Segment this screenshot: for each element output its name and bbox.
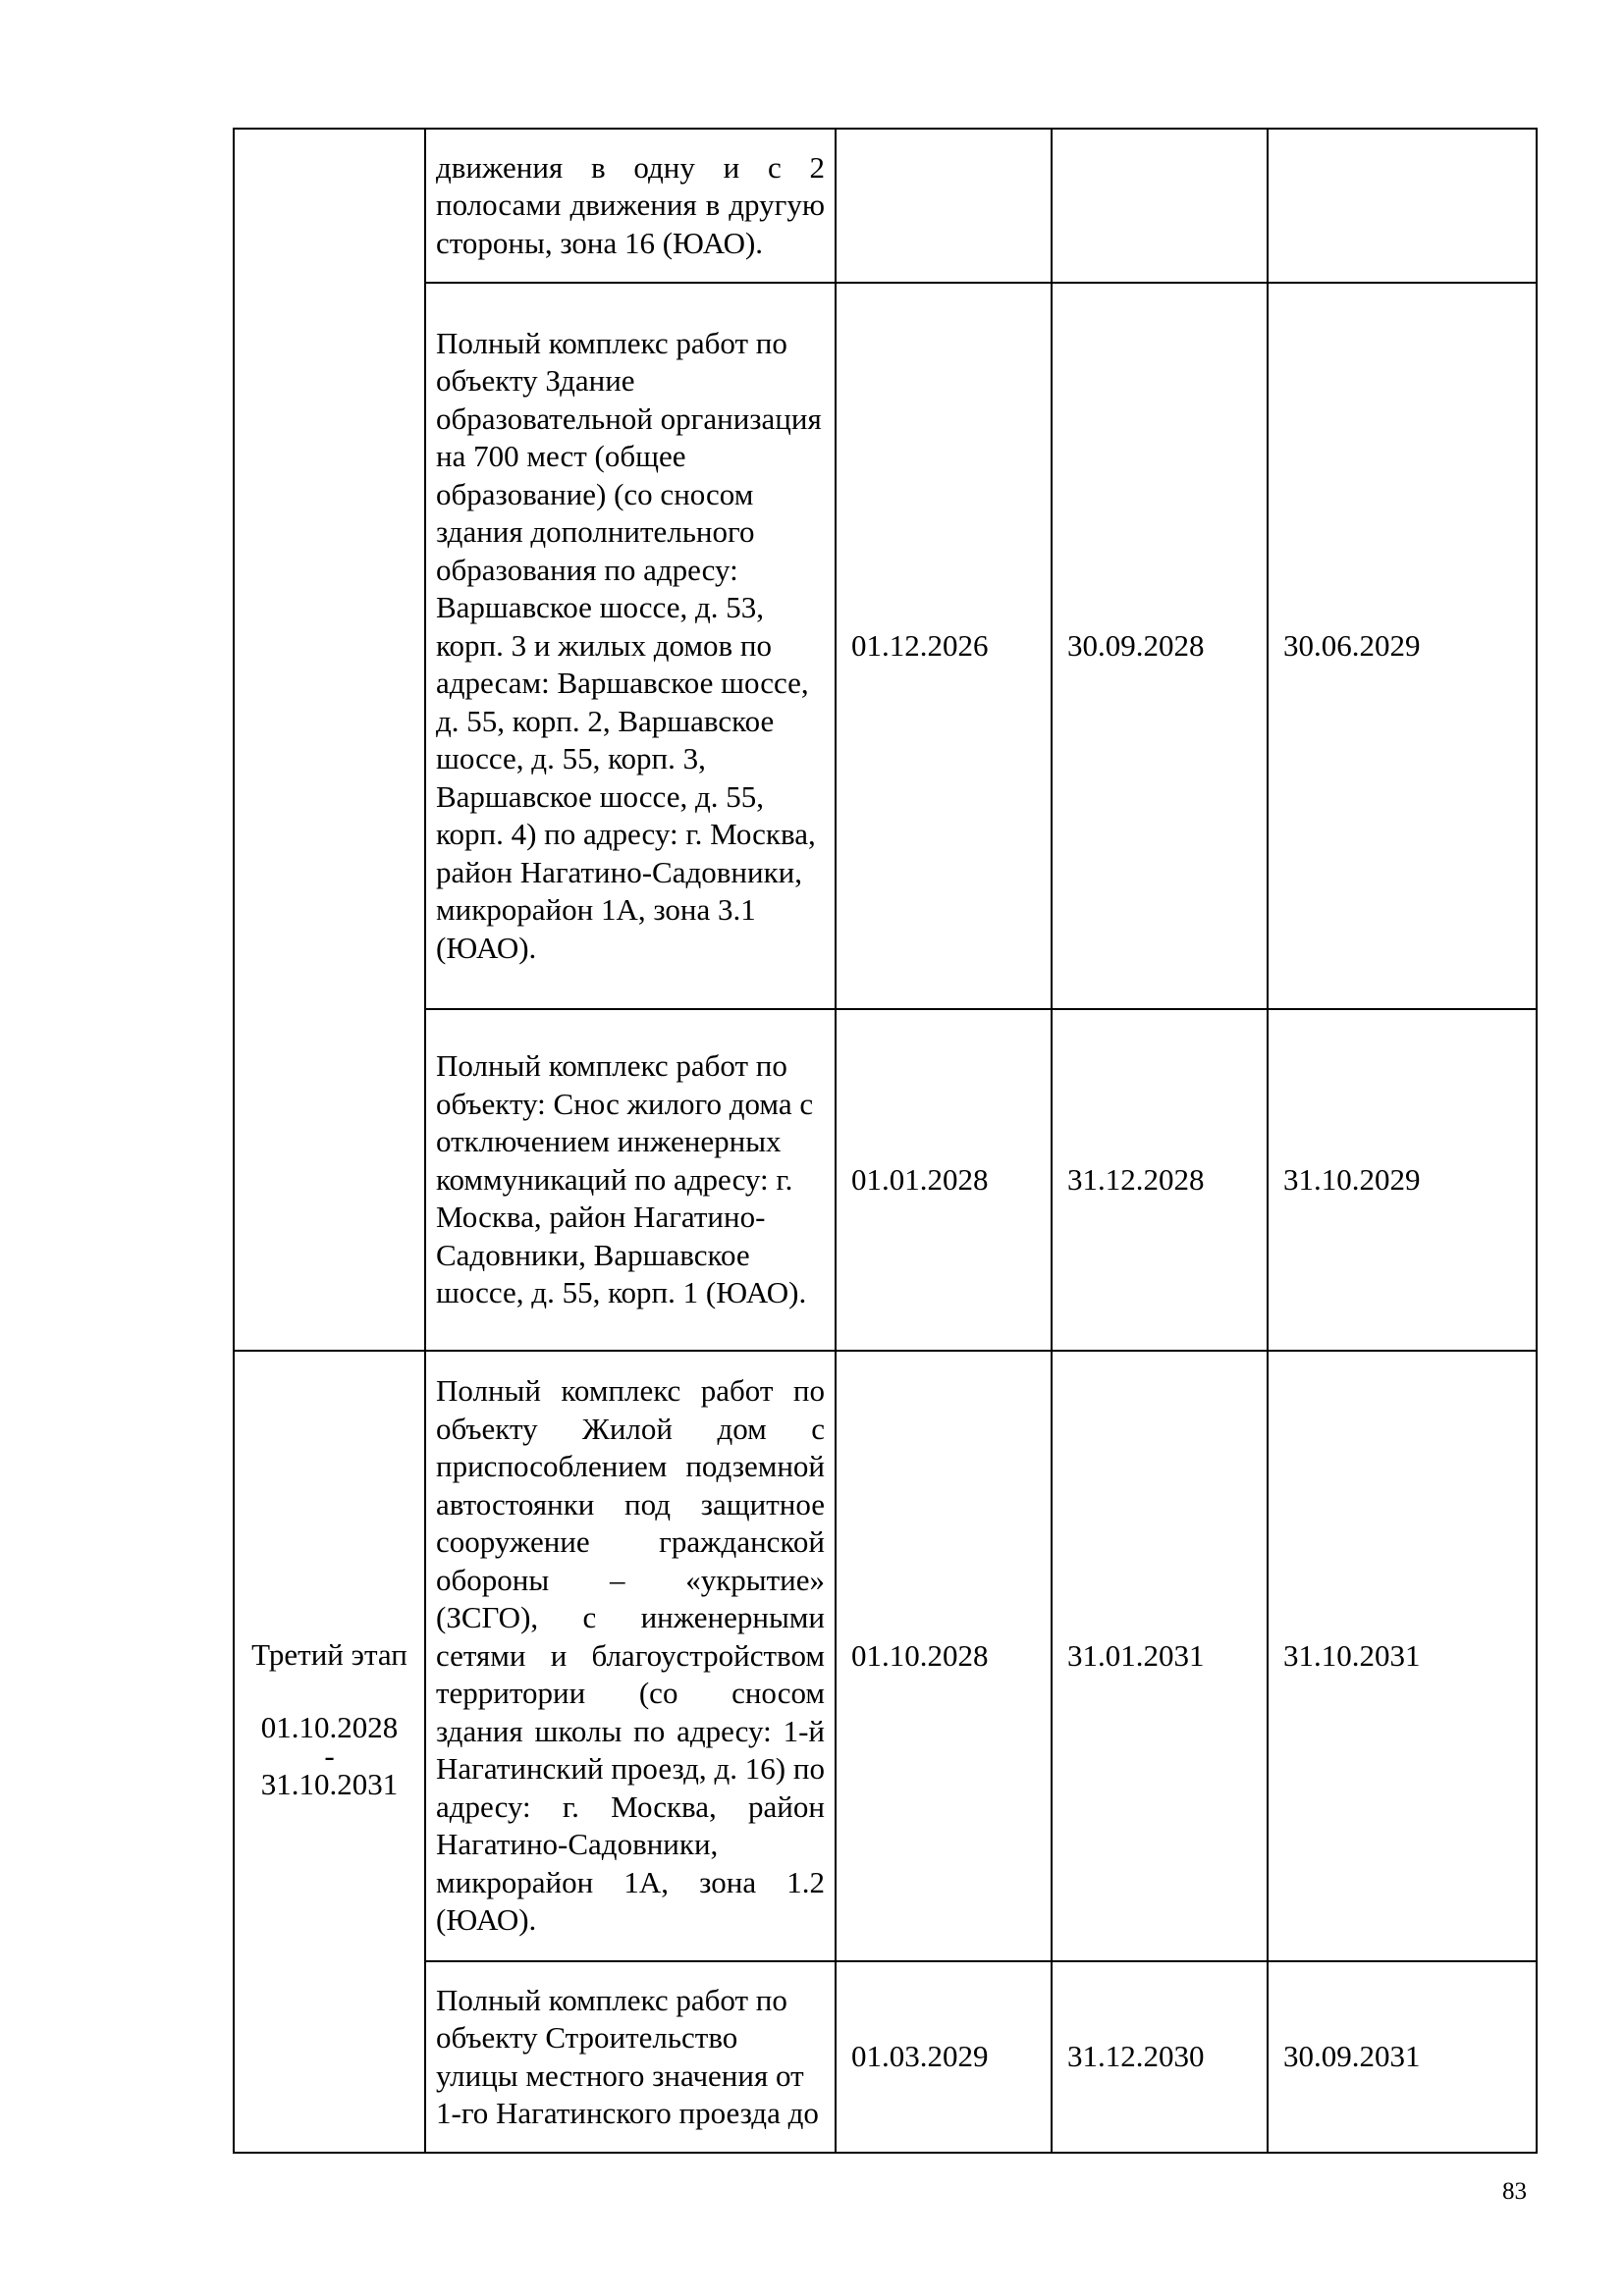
- date-mid-cell: 31.12.2030: [1052, 1961, 1268, 2153]
- table-row: [234, 1009, 1537, 1351]
- date-end-cell: 31.10.2029: [1268, 1009, 1537, 1351]
- date-mid-cell: [1052, 129, 1268, 283]
- date-mid-cell: 30.09.2028: [1052, 283, 1268, 1009]
- description-cell: [425, 1351, 836, 1961]
- date-end-cell: [1268, 129, 1537, 283]
- date-end-cell: 30.06.2029: [1268, 283, 1537, 1009]
- description-text: Полный комплекс работ по объекту Строительство улицы местного значения от 1-го Нагатинского проезда до: [436, 1982, 819, 2130]
- description-text: Полный комплекс работ по объекту Здание образовательной организация на 700 мест (общее образование) (со сносом здания дополнительного образования по адресу: Варшавское шоссе, д. 53, корп. 3 и жилых домов по адресам: Варшавское шоссе, д. 55, корп. 2, Варшавское шоссе, д. 55, корп. 3, Варшавское шоссе, д. 55, корп. 4) по адресу: г. Москва, район Нагатино-Садовники, микрорайон 1А, зона 3.1 (ЮАО).: [436, 325, 822, 965]
- description-cell: [425, 129, 836, 283]
- stage-end-date: 31.10.2031: [260, 1767, 399, 1801]
- date-start-cell: 01.03.2029: [836, 1961, 1052, 2153]
- date-start-cell: 01.12.2026: [836, 283, 1052, 1009]
- stage-title: Третий этап: [251, 1637, 407, 1672]
- date-end-cell: 30.09.2031: [1268, 1961, 1537, 2153]
- stage-cell-empty: [234, 129, 425, 1351]
- stage-start-date: 01.10.2028: [260, 1709, 399, 1744]
- date-start-cell: [836, 129, 1052, 283]
- date-mid-cell: 31.01.2031: [1052, 1351, 1268, 1961]
- description-text: движения в одну и с 2 полосами движения в другую стороны, зона 16 (ЮАО).: [436, 149, 825, 260]
- table-row: [234, 1961, 1537, 2153]
- table-row: [234, 283, 1537, 1009]
- date-start-cell: 01.01.2028: [836, 1009, 1052, 1351]
- description-text: Полный комплекс работ по объекту Жилой дом с приспособлением подземной автостоянки под защитное сооружение гражданской обороны – «укрытие» (ЗСГО), с инженерными сетями и благоустройством территории (со сносом здания школы по адресу: 1-й Нагатинский проезд, д. 16) по адресу: г. Москва, район Нагатино-Садовники, микрорайон 1А, зона 1.2 (ЮАО).: [436, 1373, 825, 1938]
- table-row: [234, 129, 1537, 283]
- date-end-cell: 31.10.2031: [1268, 1351, 1537, 1961]
- description-cell: [425, 283, 836, 1009]
- stage-separator: -: [324, 1738, 335, 1773]
- stage-cell: [234, 1351, 425, 2153]
- date-mid-cell: 31.12.2028: [1052, 1009, 1268, 1351]
- page-number: 83: [1502, 2178, 1527, 2205]
- schedule-table: [233, 128, 1538, 2154]
- description-cell: [425, 1961, 836, 2153]
- description-text: Полный комплекс работ по объекту: Снос жилого дома с отключением инженерных коммуникаций по адресу: г. Москва, район Нагатино-Садовники, Варшавское шоссе, д. 55, корп. 1 (ЮАО).: [436, 1048, 814, 1310]
- date-start-cell: 01.10.2028: [836, 1351, 1052, 1961]
- table-row: [234, 1351, 1537, 1961]
- description-cell: [425, 1009, 836, 1351]
